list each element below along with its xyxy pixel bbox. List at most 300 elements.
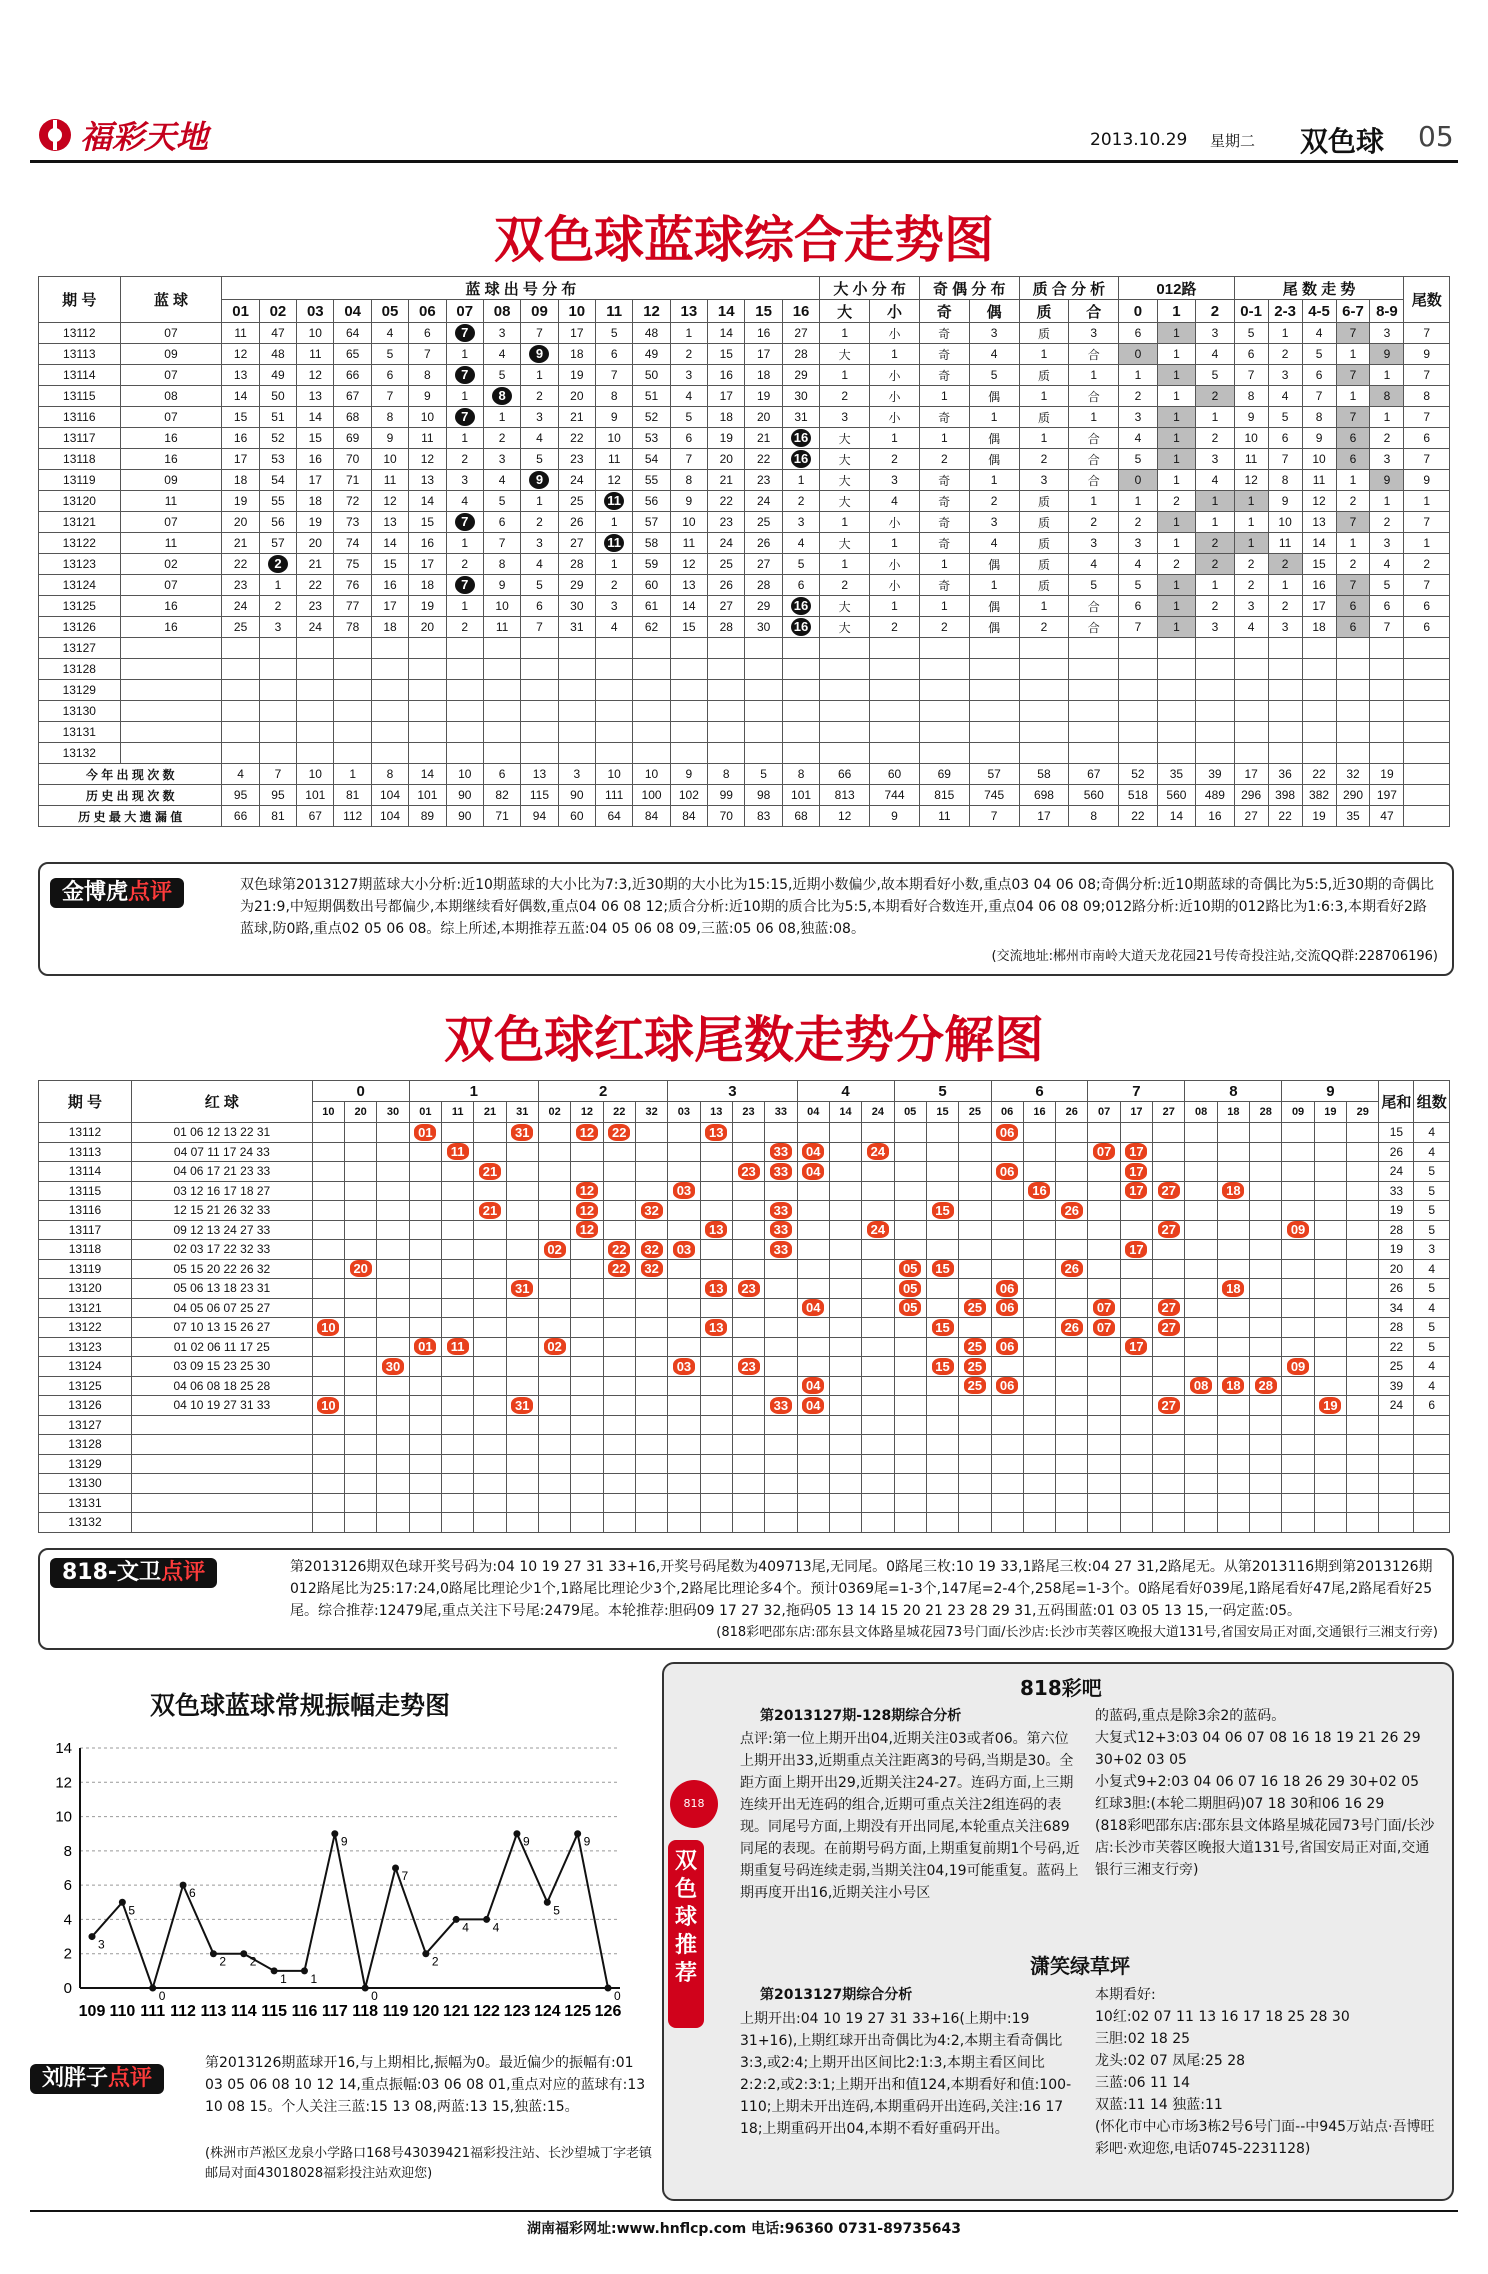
- tail-cell: [991, 1123, 1023, 1143]
- empty-cell: [862, 1513, 894, 1533]
- attr-cell: 1: [820, 323, 870, 344]
- tail-group-cell: 2: [1268, 344, 1302, 365]
- tail-cell: [991, 1240, 1023, 1260]
- stats-label: 今 年 出 现 次 数: [39, 764, 222, 785]
- empty-cell: [894, 1454, 926, 1474]
- red-hit-marker: 04: [802, 1143, 824, 1160]
- road-cell: 1: [1157, 344, 1195, 365]
- tail-group-cell: 2: [1336, 554, 1370, 575]
- table-row: [39, 1181, 1450, 1201]
- dist-cell: 14: [708, 323, 745, 344]
- num-header: 02: [259, 300, 296, 323]
- tail-cell: [635, 1259, 667, 1279]
- comment-box-wenwei: [38, 1548, 1454, 1650]
- table-row: [39, 1298, 1450, 1318]
- num-header: 16: [782, 300, 819, 323]
- tail-cell: [1153, 1357, 1185, 1377]
- table-row: [39, 1318, 1450, 1338]
- tail-cell: [829, 1220, 861, 1240]
- tail-cell: [1120, 1376, 1152, 1396]
- dist-cell: 31: [782, 407, 819, 428]
- tail-group-cell: 2: [1268, 554, 1302, 575]
- tail-cell: [603, 1201, 635, 1221]
- tail-cell: [894, 1376, 926, 1396]
- empty-cell: [222, 701, 259, 722]
- dist-cell: 55: [633, 470, 670, 491]
- col-tailsum-header: 尾和: [1379, 1081, 1414, 1123]
- empty-cell: [538, 1474, 570, 1494]
- attr-cell: 2: [919, 617, 969, 638]
- tail-group-cell: 1: [1336, 533, 1370, 554]
- y-tick-label: 8: [63, 1842, 72, 1860]
- tail-group-cell: 1: [1234, 491, 1268, 512]
- tail-cell: [1120, 1142, 1152, 1162]
- empty-cell: [1379, 1513, 1414, 1533]
- tail-cell: [345, 1318, 377, 1338]
- groups-cell: 5: [1414, 1220, 1450, 1240]
- tail-cell: [991, 1376, 1023, 1396]
- dist-cell: 28: [745, 575, 782, 596]
- empty-cell: [345, 1513, 377, 1533]
- tail-cell: [1314, 1123, 1346, 1143]
- dist-cell: 9: [670, 491, 707, 512]
- dist-cell: 5: [596, 323, 633, 344]
- dist-cell: 16: [371, 575, 408, 596]
- tail-header: 4: [797, 1081, 894, 1102]
- subcol-header: 32: [635, 1102, 667, 1123]
- empty-cell: [603, 1513, 635, 1533]
- empty-cell: [782, 743, 819, 764]
- tail-cell: [1120, 1298, 1152, 1318]
- tail-cell: [1023, 1376, 1055, 1396]
- table-row: [39, 1454, 1450, 1474]
- tail-cell: [1056, 1298, 1088, 1318]
- blue-ball-cell: 07: [120, 575, 222, 596]
- data-point: [574, 1830, 581, 1837]
- dist-cell: 10: [297, 323, 334, 344]
- empty-cell: [670, 659, 707, 680]
- empty-cell: [797, 1435, 829, 1455]
- tail-group-header: 6-7: [1336, 300, 1370, 323]
- empty-cell: [1370, 743, 1404, 764]
- dist-cell: 21: [745, 428, 782, 449]
- tail-cell: [926, 1318, 958, 1338]
- tail-cell: [441, 1318, 473, 1338]
- table-row: [39, 323, 1450, 344]
- tail-cell: [1217, 1298, 1249, 1318]
- dist-cell: [521, 470, 558, 491]
- stats-cell: 16: [1196, 806, 1235, 827]
- tail-cell: [862, 1162, 894, 1182]
- groups-cell: 4: [1414, 1376, 1450, 1396]
- tail-group-cell: 6: [1302, 365, 1336, 386]
- attr-cell: 质: [1019, 365, 1069, 386]
- dist-cell: 12: [409, 449, 446, 470]
- tail-cell: [1217, 1357, 1249, 1377]
- tail-cell: [765, 1142, 797, 1162]
- tail-cell: [862, 1279, 894, 1299]
- tail-cell: [1250, 1181, 1282, 1201]
- empty-cell: [446, 680, 483, 701]
- dist-cell: 5: [670, 407, 707, 428]
- dist-cell: [446, 365, 483, 386]
- blue-chart-title: 双色球蓝球综合走势图: [494, 211, 994, 269]
- empty-cell: [131, 1513, 312, 1533]
- empty-cell: [1088, 1415, 1120, 1435]
- dist-cell: 75: [334, 554, 371, 575]
- road-cell: 1: [1157, 407, 1195, 428]
- y-tick-label: 6: [63, 1877, 72, 1895]
- stats-label: 历 史 出 现 次 数: [39, 785, 222, 806]
- stats-cell: [1404, 806, 1450, 827]
- attr-cell: 1: [919, 428, 969, 449]
- empty-cell: [1347, 1454, 1379, 1474]
- empty-cell: [829, 1435, 861, 1455]
- road-cell: 1: [1157, 449, 1195, 470]
- dist-cell: 7: [483, 533, 520, 554]
- tail-cell: [1185, 1142, 1217, 1162]
- dist-cell: 23: [708, 512, 745, 533]
- dist-cell: 29: [782, 365, 819, 386]
- tail-cell: [991, 1357, 1023, 1377]
- tail-cell: [603, 1279, 635, 1299]
- attr-cell: 质: [1019, 407, 1069, 428]
- attr-cell: 小: [870, 323, 920, 344]
- attr-cell: 小: [870, 407, 920, 428]
- tail-group-cell: 10: [1302, 449, 1336, 470]
- tail-cell: [1185, 1337, 1217, 1357]
- tailsum-cell: 26: [1379, 1142, 1414, 1162]
- red-hit-marker: 16: [1028, 1182, 1050, 1199]
- tail-cell: [603, 1396, 635, 1416]
- red-hit-marker: 30: [382, 1358, 404, 1375]
- subcol-header: 16: [1023, 1102, 1055, 1123]
- tail-cell: [1282, 1396, 1314, 1416]
- stats-cell: 67: [297, 806, 334, 827]
- dist-cell: 21: [558, 407, 595, 428]
- empty-cell: [506, 1493, 538, 1513]
- dist-cell: 22: [222, 554, 259, 575]
- tail-cell: [312, 1279, 344, 1299]
- tail-cell: [474, 1123, 506, 1143]
- dist-cell: 22: [708, 491, 745, 512]
- empty-cell: [765, 1474, 797, 1494]
- tail-cell: [441, 1279, 473, 1299]
- tail-cell: [635, 1240, 667, 1260]
- empty-cell: [991, 1513, 1023, 1533]
- tail-cell: [1088, 1181, 1120, 1201]
- col-groups-header: 组数: [1414, 1081, 1450, 1123]
- empty-cell: [1370, 701, 1404, 722]
- empty-cell: [1234, 743, 1268, 764]
- empty-cell: [1314, 1415, 1346, 1435]
- tail-cell: [797, 1201, 829, 1221]
- tail-cell: [377, 1337, 409, 1357]
- empty-cell: [1120, 1415, 1152, 1435]
- tail-group-cell: 4: [1370, 554, 1404, 575]
- empty-cell: [409, 722, 446, 743]
- tail-cell: [409, 1240, 441, 1260]
- table-row: [39, 659, 1450, 680]
- empty-cell: [596, 680, 633, 701]
- dist-cell: 66: [334, 365, 371, 386]
- tail-cell: [829, 1298, 861, 1318]
- dist-cell: 4: [596, 617, 633, 638]
- empty-cell: [1404, 701, 1450, 722]
- tail-cell: [1250, 1279, 1282, 1299]
- tail-cell: [926, 1396, 958, 1416]
- table-row: [39, 470, 1450, 491]
- empty-cell: [1217, 1454, 1249, 1474]
- tail-cell: [1282, 1357, 1314, 1377]
- road-cell: 1: [1157, 386, 1195, 407]
- subcol-header: 17: [1120, 1102, 1152, 1123]
- tail-cell: [1120, 1181, 1152, 1201]
- tail-cell: [377, 1298, 409, 1318]
- tail-cell: [732, 1357, 764, 1377]
- tail-header: 8: [1185, 1081, 1282, 1102]
- data-point: [180, 1882, 187, 1889]
- red-hit-marker: 32: [641, 1241, 663, 1258]
- empty-cell: [633, 659, 670, 680]
- tail-cell: [668, 1181, 700, 1201]
- tail-cell: [1217, 1123, 1249, 1143]
- empty-cell: [1185, 1493, 1217, 1513]
- tail-cell: [1282, 1162, 1314, 1182]
- footer-divider: [30, 2210, 1458, 2212]
- tail-cell: [797, 1123, 829, 1143]
- red-hit-marker: 18: [1222, 1280, 1244, 1297]
- dist-cell: 53: [259, 449, 296, 470]
- dist-cell: 1: [446, 344, 483, 365]
- empty-cell: [312, 1513, 344, 1533]
- stats-cell: 58: [1019, 764, 1069, 785]
- empty-cell: [1268, 638, 1302, 659]
- issue-cell: 13118: [39, 449, 121, 470]
- attr-cell: 小: [870, 554, 920, 575]
- dist-cell: 21: [297, 554, 334, 575]
- dist-cell: 13: [409, 470, 446, 491]
- dist-cell: 30: [745, 617, 782, 638]
- empty-cell: [820, 659, 870, 680]
- tail-group-header: 4-5: [1302, 300, 1336, 323]
- tail-header: 7: [1088, 1081, 1185, 1102]
- tail-cell: [1185, 1162, 1217, 1182]
- empty-cell: [820, 722, 870, 743]
- empty-cell: [596, 722, 633, 743]
- dist-cell: 28: [708, 617, 745, 638]
- empty-cell: [1234, 638, 1268, 659]
- stats-cell: 744: [870, 785, 920, 806]
- tail-group-cell: 7: [1370, 617, 1404, 638]
- empty-cell: [1019, 743, 1069, 764]
- stats-cell: 66: [222, 806, 259, 827]
- empty-cell: [474, 1513, 506, 1533]
- stats-cell: 101: [297, 785, 334, 806]
- tail-group-cell: 3: [1234, 596, 1268, 617]
- stats-cell: 99: [708, 785, 745, 806]
- dist-cell: 13: [222, 365, 259, 386]
- empty-cell: [829, 1454, 861, 1474]
- empty-cell: [441, 1513, 473, 1533]
- attr-cell: 3: [1019, 470, 1069, 491]
- tail-cell: [1056, 1240, 1088, 1260]
- col-tail-header: 尾数: [1404, 277, 1450, 323]
- tail-cell: [700, 1259, 732, 1279]
- tail-cell: [1120, 1279, 1152, 1299]
- empty-cell: [222, 680, 259, 701]
- stats-cell: 111: [596, 785, 633, 806]
- comment-contact: (818彩吧邵东店:邵东县文体路星城花园73号门面/长沙店:长沙市芙蓉区晚报大道131号,省国安局正对面,交通银行三湘支行旁): [716, 1625, 1438, 1640]
- hit-ball-marker: 7: [455, 366, 475, 384]
- tail-cell: [765, 1181, 797, 1201]
- dist-cell: 1: [670, 323, 707, 344]
- empty-cell: [1347, 1474, 1379, 1494]
- empty-cell: [521, 680, 558, 701]
- tail-cell: [474, 1181, 506, 1201]
- tail-cell: [409, 1162, 441, 1182]
- empty-cell: [969, 680, 1019, 701]
- empty-cell: [1268, 722, 1302, 743]
- red-hit-marker: 27: [1158, 1397, 1180, 1414]
- dist-cell: 15: [409, 512, 446, 533]
- empty-cell: [1347, 1435, 1379, 1455]
- tail-cell: [538, 1259, 570, 1279]
- empty-cell: [870, 743, 920, 764]
- tail-cell: [926, 1337, 958, 1357]
- tail-cell: [312, 1181, 344, 1201]
- tail-cell: [377, 1162, 409, 1182]
- tail-cell: [571, 1142, 603, 1162]
- num-header: 05: [371, 300, 408, 323]
- dist-cell: 25: [558, 491, 595, 512]
- tail-cell: [765, 1240, 797, 1260]
- tail-cell: [441, 1201, 473, 1221]
- empty-cell: [670, 638, 707, 659]
- stats-cell: 13: [521, 764, 558, 785]
- attr-cell: 1: [1019, 596, 1069, 617]
- tail-cell: [1250, 1220, 1282, 1240]
- dist-cell: 3: [483, 323, 520, 344]
- stats-cell: 98: [745, 785, 782, 806]
- x-tick-label: 120: [412, 2003, 440, 2020]
- stats-cell: 560: [1069, 785, 1119, 806]
- prime-header: 合: [1069, 300, 1119, 323]
- tail-cell: [732, 1337, 764, 1357]
- dist-cell: 52: [259, 428, 296, 449]
- tail-cell: [926, 1240, 958, 1260]
- dist-cell: 58: [633, 533, 670, 554]
- table-row: [39, 1396, 1450, 1416]
- tail-cell: [345, 1396, 377, 1416]
- tail-group-cell: 5: [1302, 344, 1336, 365]
- tail-cell: [991, 1220, 1023, 1240]
- dist-cell: 6: [782, 575, 819, 596]
- tail-cell: [732, 1318, 764, 1338]
- issue-cell: 13131: [39, 722, 121, 743]
- table-row: [39, 1162, 1450, 1182]
- tail-cell: [1056, 1181, 1088, 1201]
- tail-cell: [1023, 1337, 1055, 1357]
- empty-cell: [1196, 659, 1235, 680]
- table-row: [39, 533, 1450, 554]
- empty-cell: [969, 701, 1019, 722]
- tail-cell: [991, 1337, 1023, 1357]
- dist-cell: [782, 428, 819, 449]
- red-hit-marker: 06: [996, 1124, 1018, 1141]
- tail-cell: [345, 1357, 377, 1377]
- tail-cell: [474, 1337, 506, 1357]
- x-tick-label: 110: [109, 2003, 136, 2020]
- red-hit-marker: 09: [1287, 1358, 1309, 1375]
- tail-group-cell: 5: [1268, 407, 1302, 428]
- tail-cell: [377, 1259, 409, 1279]
- tail-cell: [765, 1279, 797, 1299]
- empty-cell: [334, 743, 371, 764]
- empty-cell: [377, 1493, 409, 1513]
- empty-cell: [409, 1454, 441, 1474]
- dist-cell: 17: [708, 386, 745, 407]
- issue-cell: 13124: [39, 1357, 132, 1377]
- table-row: [39, 449, 1450, 470]
- empty-cell: [1379, 1454, 1414, 1474]
- empty-cell: [765, 1454, 797, 1474]
- tail-cell: [506, 1240, 538, 1260]
- dist-cell: 26: [745, 533, 782, 554]
- comment-text: 第2013126期蓝球开16,与上期相比,振幅为0。最近偏少的振幅有:01 03 05 06 08 10 12 14,重点振幅:03 06 08 01,重点对应的蓝球有:13 10 08 15。个人关注三蓝:15 13 08,两蓝:13 15,独蓝:15。: [205, 2055, 646, 2115]
- tail-cell: [1282, 1376, 1314, 1396]
- x-tick-label: 123: [503, 2003, 531, 2020]
- empty-cell: [1282, 1474, 1314, 1494]
- issue-cell: 13125: [39, 596, 121, 617]
- dist-cell: 1: [446, 428, 483, 449]
- table-row: [39, 1201, 1450, 1221]
- tail-cell: [991, 1298, 1023, 1318]
- empty-cell: [345, 1435, 377, 1455]
- stats-cell: 489: [1196, 785, 1235, 806]
- table-row: [39, 1240, 1450, 1260]
- empty-cell: [222, 638, 259, 659]
- dist-cell: 3: [259, 617, 296, 638]
- amplitude-chart: [30, 1738, 630, 2038]
- road-cell: 3: [1196, 617, 1235, 638]
- road-cell: 0: [1119, 470, 1157, 491]
- empty-cell: [312, 1454, 344, 1474]
- dist-cell: 3: [596, 596, 633, 617]
- attr-cell: 大: [820, 491, 870, 512]
- dist-cell: 76: [334, 575, 371, 596]
- red-balls-cell: 05 06 13 18 23 31: [131, 1279, 312, 1299]
- empty-cell: [959, 1435, 991, 1455]
- issue-weekday: 星期二: [1210, 132, 1256, 150]
- comment-text: 第2013126期双色球开奖号码为:04 10 19 27 31 33+16,开奖号码尾数为409713尾,无同尾。0路尾三枚:10 19 33,1路尾三枚:04 27 31,2路尾无。从第2013116期到第2013126期012路尾比为25:17:24,0路尾比理论少1个,1路尾比理论少3个,2路尾比理论多4个。预计0369尾=1-3个,147尾=2-4个,258尾=1-3个。0路尾看好039尾,1路尾看好47尾,2路尾看好25尾。综合推荐:12479尾,重点关注下号尾:2479尾。本轮推荐:胆码09 17 27 32,拖码05 13 14 15 20 21 23 28 29 31,五码围蓝:01 03 05 13 15,一码定蓝:05。: [290, 1559, 1433, 1619]
- empty-cell: [259, 743, 296, 764]
- tail-cell: [959, 1181, 991, 1201]
- tail-group-cell: 1: [1268, 323, 1302, 344]
- data-label: 2: [249, 1954, 257, 1969]
- dist-cell: 4: [446, 491, 483, 512]
- issue-cell: 13116: [39, 1201, 132, 1221]
- empty-cell: [1370, 659, 1404, 680]
- issue-cell: 13129: [39, 1454, 132, 1474]
- dist-cell: 56: [633, 491, 670, 512]
- empty-cell: [1019, 701, 1069, 722]
- tail-cell: [441, 1376, 473, 1396]
- num-header: 15: [745, 300, 782, 323]
- tail-cell: [1153, 1376, 1185, 1396]
- stats-cell: 398: [1268, 785, 1302, 806]
- empty-cell: [668, 1415, 700, 1435]
